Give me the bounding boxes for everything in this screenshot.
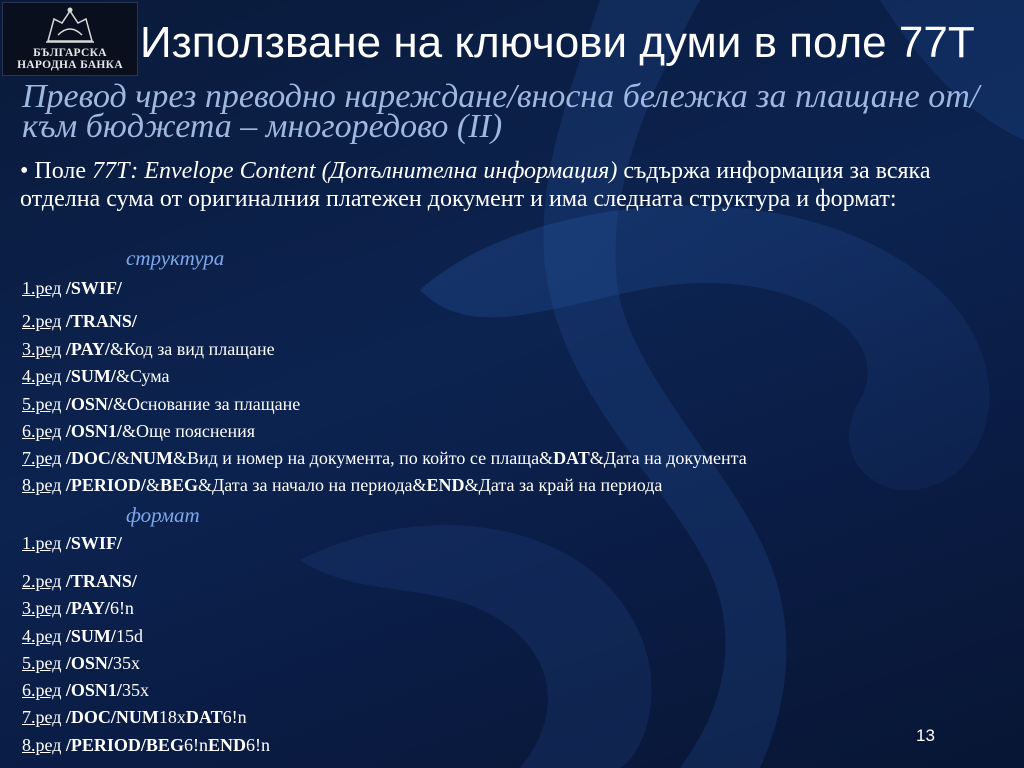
row-number: 7.ред [22,448,62,468]
row-number: 4.ред [22,626,62,646]
keyword: NUM [129,448,173,468]
keyword: /PAY/ [65,339,110,359]
row-text: 6!n [222,707,247,727]
format-row-3 [22,598,134,619]
keyword: END [207,735,246,755]
field-name: 77Т: Envelope Content (Допълнителна информация) [92,158,618,184]
row-number: 1.ред [22,278,62,298]
bnb-logo [2,2,138,76]
logo-line-1: БЪЛГАРСКА [33,47,107,59]
row-text: & [115,448,130,468]
row-number: 4.ред [22,366,62,386]
row-number: 8.ред [22,735,62,755]
row-text: &Дата на документа [589,448,747,468]
row-text: &Код за вид плащане [109,339,275,359]
keyword: /OSN/ [65,394,113,414]
slide-title: Използване на ключови думи в поле 77Т [140,18,975,67]
row-number: 1.ред [22,533,62,553]
row-text: 6!n [109,598,134,618]
row-text: &Основание за плащане [112,394,301,414]
keyword: /SUM/ [65,626,116,646]
row-number: 6.ред [22,421,62,441]
structure-row-7 [22,448,747,469]
structure-label: структура [126,246,225,270]
row-number: 5.ред [22,394,62,414]
format-row-2 [22,571,137,592]
keyword: /SWIF/ [65,533,122,553]
row-text: 18x [158,707,186,727]
keyword: /OSN/ [65,653,113,673]
structure-row-5 [22,394,300,415]
bullet: • [20,158,29,184]
keyword: /SUM/ [65,366,116,386]
coat-of-arms-icon [40,5,100,45]
format-row-8 [22,735,270,756]
keyword: BEG [159,475,198,495]
page-number: 13 [916,726,935,745]
keyword: DAT [185,707,223,727]
keyword: /OSN1/ [65,680,122,700]
row-number: 2.ред [22,311,62,331]
structure-row-3 [22,339,275,360]
keyword: /PERIOD/BEG [65,735,184,755]
structure-row-1 [22,278,122,299]
structure-row-2 [22,311,137,332]
format-row-6 [22,680,149,701]
row-text: &Сума [115,366,170,386]
keyword: /DOC/NUM [65,707,159,727]
row-text: 35x [121,680,149,700]
keyword: /SWIF/ [65,278,122,298]
keyword: /TRANS/ [65,311,137,331]
format-row-7 [22,707,247,728]
format-row-1 [22,533,122,554]
format-label: формат [126,503,200,527]
row-text: &Още пояснения [121,421,256,441]
row-text: &Дата за край на периода [464,475,663,495]
row-text: 6!n [183,735,208,755]
row-number: 5.ред [22,653,62,673]
row-number: 2.ред [22,571,62,591]
keyword: DAT [553,448,590,468]
row-number: 8.ред [22,475,62,495]
row-number: 7.ред [22,707,62,727]
intro-rest: съдържа информация за всяка отделна сума от оригиналния платежен документ и има следната структура и формат: [20,158,931,212]
structure-row-6 [22,421,255,442]
keyword: /DOC/ [65,448,116,468]
format-row-4 [22,626,143,647]
intro-paragraph [20,157,1005,213]
row-text: &Вид и номер на документа, по който се плаща& [172,448,554,468]
keyword: /TRANS/ [65,571,137,591]
keyword: END [426,475,465,495]
slide-subtitle: Превод чрез преводно нареждане/вносна бележка за плащане от/към бюджета – многоредово (II) [22,78,980,145]
format-row-5 [22,653,140,674]
row-text: &Дата за начало на периода& [197,475,427,495]
row-number: 6.ред [22,680,62,700]
row-text: 15d [115,626,143,646]
row-number: 3.ред [22,339,62,359]
keyword: /OSN1/ [65,421,122,441]
logo-line-2: НАРОДНА БАНКА [17,59,123,71]
row-number: 3.ред [22,598,62,618]
structure-row-4 [22,366,170,387]
row-text: 35x [112,653,140,673]
intro-prefix: Поле [28,158,93,184]
keyword: /PAY/ [65,598,110,618]
row-text: 6!n [245,735,270,755]
row-text: & [145,475,160,495]
structure-row-8 [22,475,662,496]
keyword: /PERIOD/ [65,475,146,495]
